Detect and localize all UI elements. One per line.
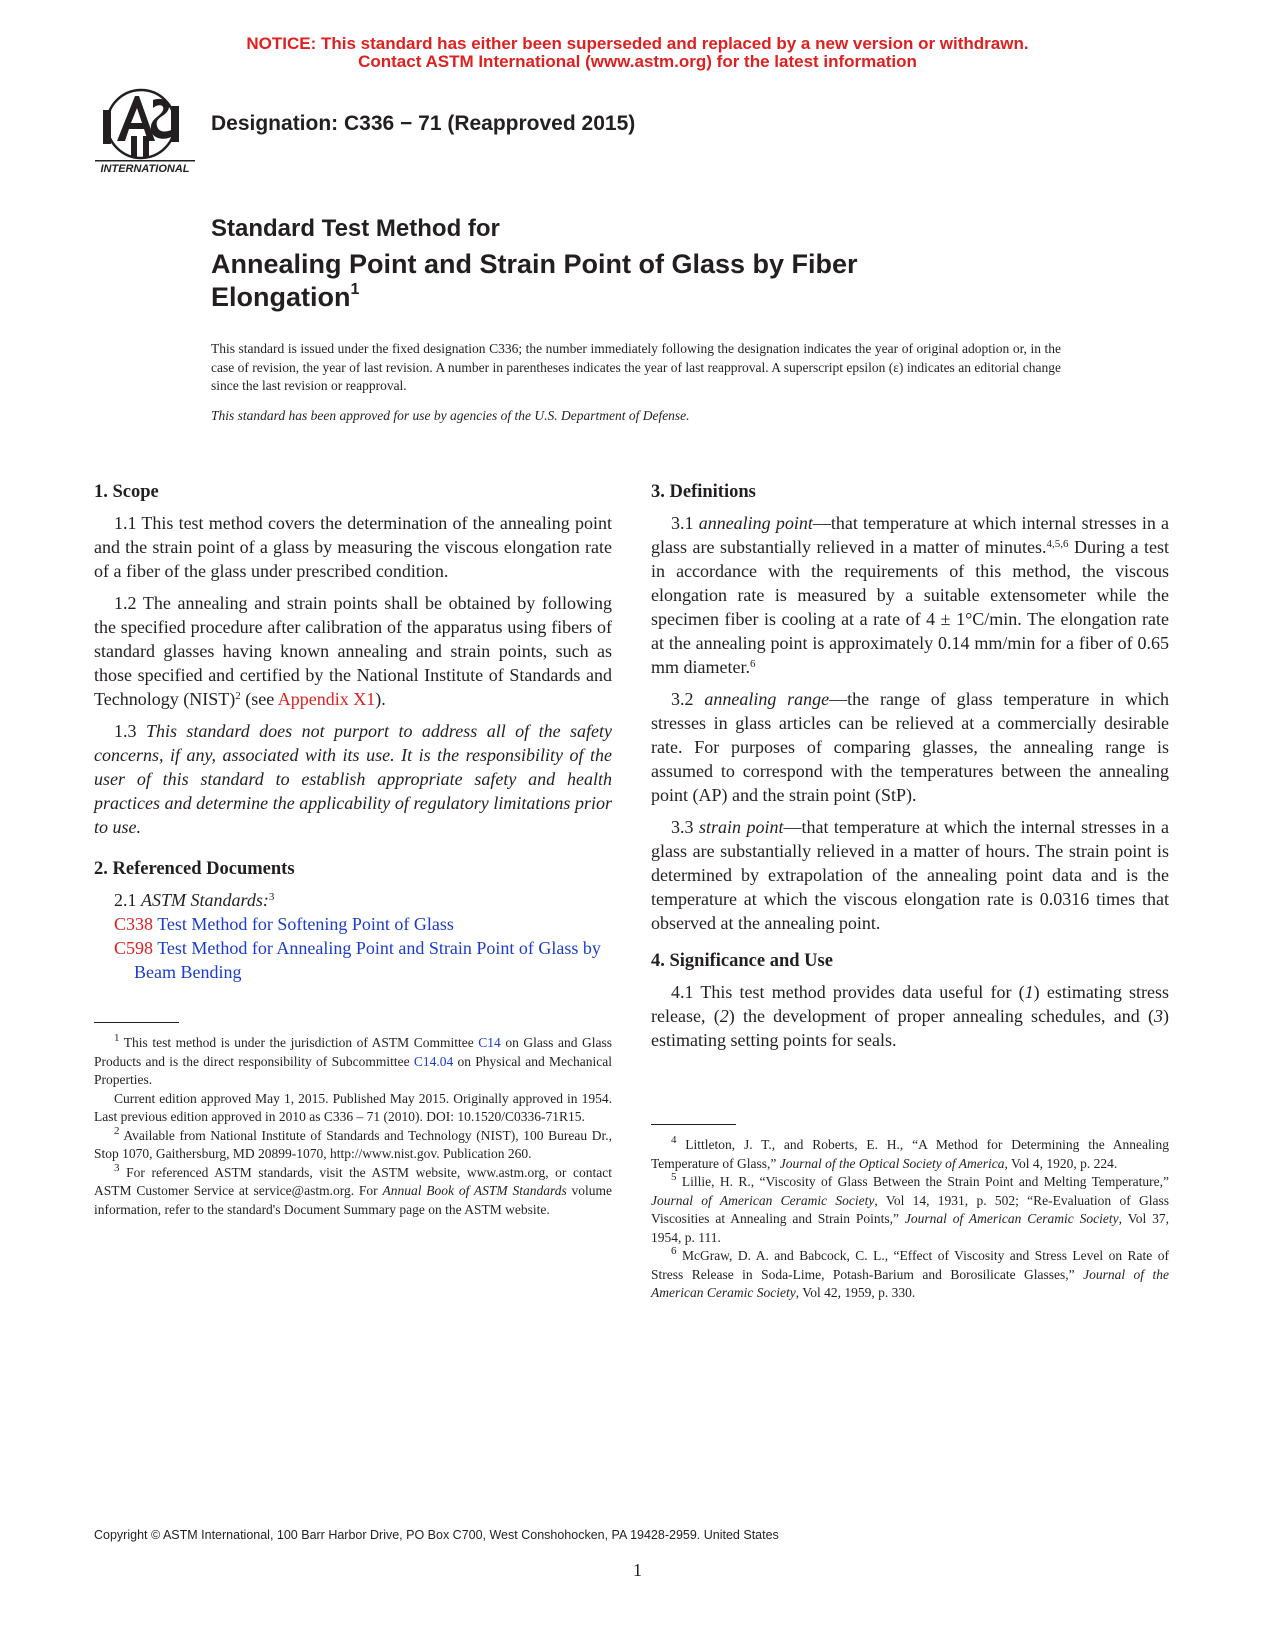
footnote-5 bbox=[651, 1173, 1169, 1247]
issued-note: This standard is issued under the fixed designation C336; the number immediately following the designation indicates the year of original adoption or, in the case of revision, the year of last revision. A number in parentheses indicates the year of last reapproval. A superscript epsilon (ε) indicates an editorial change since the last revision or reapproval. bbox=[211, 341, 1061, 393]
definition-1-text: —that temperature at which internal stresses in a glass are substantially relieved in a matter of minutes. bbox=[651, 513, 1170, 557]
reference-list bbox=[114, 912, 612, 984]
title-line-1: Standard Test Method for bbox=[211, 215, 500, 242]
copyright: Copyright © ASTM International, 100 Barr Harbor Drive, PO Box C700, West Conshohocken, PA 19428-2959. United States bbox=[94, 1528, 779, 1542]
referenced-p1-sup: 3 bbox=[268, 891, 275, 903]
significance-item-3: 3 bbox=[1154, 1006, 1164, 1026]
committee-c14-link[interactable]: C14 bbox=[478, 1035, 501, 1050]
footnote-6-text: McGraw, D. A. and Babcock, C. L., “Effect of Viscosity and Stress Level on Rate of Stress Release in Soda-Lime, Potash-Barium and Borosilicate Glasses,” bbox=[651, 1248, 1169, 1282]
footnote-rule-right bbox=[651, 1124, 736, 1125]
scope-p2 bbox=[94, 591, 612, 711]
scope-p3 bbox=[94, 719, 612, 839]
notice-line-2: Contact ASTM International (www.astm.org) for the latest information bbox=[358, 52, 917, 71]
scope-p2-text-b: (see bbox=[240, 689, 278, 709]
definition-3-text: —that temperature at which the internal stresses in a glass are substantially relieved in a matter of hours. The strain point is determined by extrapolation of the annealing point data and is the temperature at which the viscous elongation rate is 0.0316 times that observed at the annealing point. bbox=[651, 817, 1170, 933]
footnote-4 bbox=[651, 1136, 1169, 1173]
astm-logo bbox=[95, 86, 199, 178]
referenced-heading: 2. Referenced Documents bbox=[94, 859, 295, 879]
definition-strain-point bbox=[651, 815, 1169, 935]
footnote-1 bbox=[94, 1034, 612, 1090]
significance-text-d: ) estimating setting points for seals. bbox=[651, 1006, 1170, 1050]
definition-annealing-point bbox=[651, 511, 1169, 679]
scope-p2-text-c: ). bbox=[375, 689, 386, 709]
notice-line-1: NOTICE: This standard has either been superseded and replaced by a new version or withdrawn. bbox=[246, 34, 1029, 53]
reference-c598[interactable] bbox=[114, 936, 612, 984]
footnote-1-text-c: on Physical and Mechanical Properties. bbox=[94, 1053, 612, 1087]
footnote-1-text-b: on Glass and Glass Products and is the direct responsibility of Subcommittee bbox=[94, 1035, 612, 1069]
definition-annealing-range bbox=[651, 687, 1169, 807]
right-column bbox=[651, 480, 1169, 1060]
footnote-5-text: Lillie, H. R., “Viscosity of Glass Between the Strain Point and Melting Temperature,” bbox=[676, 1174, 1169, 1189]
referenced-p1-text: ASTM Standards: bbox=[141, 890, 269, 910]
footnote-5-journal-1: Journal of American Ceramic Society bbox=[651, 1192, 875, 1208]
footnote-1-text: This test method is under the jurisdiction of ASTM Committee bbox=[119, 1035, 479, 1050]
left-column bbox=[94, 480, 612, 984]
footnote-3-italic: Annual Book of ASTM Standards bbox=[382, 1183, 567, 1198]
subcommittee-c1404-link[interactable]: C14.04 bbox=[413, 1053, 454, 1069]
footnote-rule-left bbox=[94, 1022, 179, 1023]
definition-3-term: strain point bbox=[698, 817, 784, 837]
logo-text: INTERNATIONAL bbox=[100, 163, 190, 175]
footnote-2-sup: 2 bbox=[114, 1124, 120, 1137]
definition-1-sup: 4,5,6 bbox=[1046, 538, 1069, 550]
title-footnote-ref: 1 bbox=[350, 281, 360, 298]
footnote-6-sup: 6 bbox=[671, 1245, 677, 1257]
significance-p1 bbox=[651, 980, 1169, 1052]
scope-p1: 1.1 This test method covers the determination of the annealing point and the strain point of a glass by measuring the viscous elongation rate of a fiber of the glass under prescribed condition. bbox=[94, 513, 612, 581]
footnote-3-sup: 3 bbox=[114, 1161, 120, 1174]
scope-p2-text: 1.2 The annealing and strain points shall be obtained by following the specified procedure after calibration of the apparatus using fibers of standard glasses having known annealing and strain points, such as those specified and certified by the National Institute of Standards and Technology (NIST) bbox=[94, 593, 612, 709]
significance-heading: 4. Significance and Use bbox=[651, 951, 833, 971]
footnote-5-sup: 5 bbox=[671, 1171, 677, 1183]
scope-heading: 1. Scope bbox=[94, 482, 159, 502]
significance-text-c: ) the development of proper annealing schedules, and ( bbox=[728, 1006, 1155, 1026]
significance-text-a: 4.1 This test method provides data useful for ( bbox=[671, 982, 1025, 1002]
footnote-6-journal: Journal of the American Ceramic Society bbox=[651, 1266, 1169, 1300]
reference-c338[interactable] bbox=[114, 912, 612, 936]
footnote-3-text: For referenced ASTM standards, visit the ASTM website, www.astm.org, or contact ASTM Customer Service at service@astm.org. For bbox=[94, 1164, 612, 1198]
footnote-5-journal-2: Journal of American Ceramic Society bbox=[904, 1211, 1119, 1226]
definition-2-num: 3.2 bbox=[671, 689, 705, 709]
definition-3-num: 3.3 bbox=[671, 817, 699, 837]
approved-note: This standard has been approved for use by agencies of the U.S. Department of Defense. bbox=[211, 408, 690, 423]
reference-c598-title[interactable]: Test Method for Annealing Point and Strain Point of Glass by Beam Bending bbox=[134, 938, 601, 982]
footnote-2 bbox=[94, 1124, 612, 1164]
significance-text-b: ) estimating stress release, ( bbox=[651, 982, 1170, 1026]
title-line-2: Annealing Point and Strain Point of Glass by Fiber Elongation bbox=[211, 249, 858, 312]
scope-p3-text: This standard does not purport to address all of the safety concerns, if any, associated with its use. It is the responsibility of the user of this standard to establish appropriate safety and health practices and determine the applicability of regulatory limitations prior to use. bbox=[94, 721, 612, 837]
definition-2-text: —the range of glass temperature in which stresses in glass articles can be relieved at a commercially desirable rate. For purposes of comparing glasses, the annealing range is assumed to correspond with the temperatures between the annealing point (AP) and the strain point (StP). bbox=[651, 689, 1169, 805]
footnotes-right bbox=[651, 1136, 1169, 1303]
significance-item-1: 1 bbox=[1024, 982, 1034, 1002]
footnote-3 bbox=[94, 1161, 613, 1220]
scope-p2-sup: 2 bbox=[235, 690, 241, 702]
footnote-4-text: Littleton, J. T., and Roberts, E. H., “A Method for Determining the Annealing Temperature of Glass,” bbox=[651, 1137, 1169, 1171]
footnote-4-text-b: , Vol 4, 1920, p. 224. bbox=[1004, 1155, 1118, 1171]
definition-1-term: annealing point bbox=[698, 513, 813, 533]
title-main bbox=[211, 248, 971, 314]
footnotes-left bbox=[94, 1034, 612, 1219]
referenced-p1 bbox=[94, 888, 612, 912]
astm-logo-icon bbox=[95, 86, 199, 178]
footnote-6 bbox=[651, 1247, 1169, 1303]
footnote-4-sup: 4 bbox=[671, 1134, 677, 1146]
footnote-5-text-c: , Vol 37, 1954, p. 111. bbox=[651, 1211, 1169, 1245]
reference-c598-code[interactable]: C598 bbox=[114, 938, 154, 958]
page-number: 1 bbox=[633, 1560, 642, 1580]
footnote-6-text-b: , Vol 42, 1959, p. 330. bbox=[795, 1285, 916, 1300]
footnote-5-text-b: , Vol 14, 1931, p. 502; “Re-Evaluation of Glass Viscosities at Annealing and Strain Points,” bbox=[651, 1192, 1169, 1226]
definition-1-sup-2: 6 bbox=[749, 658, 756, 670]
designation: Designation: C336 − 71 (Reapproved 2015) bbox=[211, 112, 636, 135]
footnote-4-journal: Journal of the Optical Society of America bbox=[779, 1155, 1005, 1171]
footnote-1-sup: 1 bbox=[114, 1032, 120, 1044]
appendix-x1-link[interactable]: Appendix X1 bbox=[277, 689, 376, 709]
definition-1-text-b: During a test in accordance with the requirements of this method, the viscous elongation rate is measured by a suitable extensometer while the specimen fiber is cooling at a rate of 4 ± 1°C/min. The elongation rate at the annealing point is approximately 0.14 mm/min for a fiber of 0.65 mm diameter. bbox=[651, 537, 1169, 677]
reference-c338-title[interactable]: Test Method for Softening Point of Glass bbox=[153, 914, 454, 934]
footnote-3-text-b: volume information, refer to the standard's Document Summary page on the ASTM website. bbox=[94, 1183, 613, 1217]
significance-item-2: 2 bbox=[719, 1006, 729, 1026]
footnote-2-text: Available from National Institute of Standards and Technology (NIST), 100 Bureau Dr., Stop 1070, Gaithersburg, MD 20899-1070, http://www.nist.gov. Publication 260. bbox=[94, 1127, 612, 1161]
definition-2-term: annealing range bbox=[704, 689, 830, 709]
reference-c338-code[interactable]: C338 bbox=[114, 914, 154, 934]
scope-p3-num: 1.3 bbox=[114, 721, 146, 741]
definition-1-num: 3.1 bbox=[671, 513, 699, 533]
definitions-heading: 3. Definitions bbox=[651, 482, 756, 502]
footnote-1-edition: Current edition approved May 1, 2015. Published May 2015. Originally approved in 1954. Last previous edition approved in 2010 as C336 – 71 (2010). DOI: 10.1520/C0336-71R15. bbox=[94, 1090, 612, 1124]
referenced-p1-num: 2.1 bbox=[114, 890, 141, 910]
